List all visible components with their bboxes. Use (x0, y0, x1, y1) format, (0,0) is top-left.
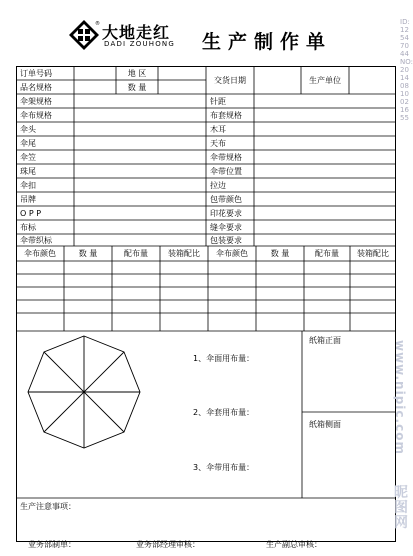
ratio-header-2: 装箱配比 (357, 249, 389, 258)
spec-bead-tail-label: 珠尾 (20, 167, 36, 176)
order-number-label: 订单号码 (20, 69, 52, 78)
spec-strap-spec-label: 伞带规格 (210, 153, 242, 162)
spec-tag-label: 吊牌 (20, 195, 36, 204)
spec-stitch-label: 针距 (210, 97, 226, 106)
fabric-header-1: 配布量 (124, 249, 148, 258)
spec-tail-label: 伞尾 (20, 139, 36, 148)
brand-logo-icon (68, 19, 100, 51)
spec-edge-label: 拉边 (210, 181, 226, 190)
spec-frame-label: 伞架规格 (20, 97, 52, 106)
quantity-label: 数 量 (127, 83, 147, 92)
delivery-date-label: 交货日期 (214, 76, 246, 85)
production-vp-signature: 生产副总审核： (266, 540, 322, 549)
qty-header-1: 数 量 (78, 249, 98, 258)
carton-front-label: 纸箱正面 (309, 336, 341, 345)
sales-preparer-signature: 业务部制单： (28, 540, 76, 549)
spec-cap-label: 伞笠 (20, 153, 36, 162)
spec-button-label: 伞扣 (20, 181, 36, 190)
spec-fabric-label: 伞布规格 (20, 111, 52, 120)
umbrella-diagram (28, 336, 140, 448)
spec-head-label: 伞头 (20, 125, 36, 134)
spec-sewing-label: 缝伞要求 (210, 223, 242, 232)
brand-name-cn: 大地走红 (102, 23, 171, 42)
spec-print-label: 印花要求 (210, 209, 242, 218)
sales-manager-signature: 业务部经理审核： (136, 540, 200, 549)
product-spec-label: 品名规格 (20, 83, 52, 92)
brand-name-en: DADI ZOUHONG (104, 40, 175, 48)
image-id-text: ID:12547044 NO:20140810021655 (400, 18, 413, 122)
watermark-brand: 昵图网 (394, 485, 408, 531)
canopy-fabric-usage: 1、伞面用布量： (193, 354, 255, 363)
color-header-1: 伞布颜色 (24, 249, 56, 258)
spec-opp-label: O P P (20, 209, 42, 218)
svg-text:®: ® (95, 21, 100, 27)
ratio-header-1: 装箱配比 (168, 249, 200, 258)
page-title: 生产制作单 (202, 31, 333, 53)
spec-ear-label: 木耳 (210, 125, 226, 134)
spec-cover-label: 布套规格 (210, 111, 242, 120)
spec-strap-position-label: 伞带位置 (210, 167, 242, 176)
fabric-header-2: 配布量 (315, 249, 339, 258)
spec-packing-label: 包装要求 (210, 236, 242, 245)
spec-cloth-label: 布标 (20, 223, 36, 232)
carton-side-label: 纸箱侧面 (309, 420, 341, 429)
spec-strap-label: 伞带织标 (20, 236, 52, 245)
production-unit-label: 生产单位 (309, 76, 341, 85)
production-notes-label: 生产注意事项： (20, 502, 76, 511)
region-label: 地 区 (127, 69, 147, 78)
spec-binding-color-label: 包带颜色 (210, 195, 242, 204)
watermark-url: www.nipic.com (393, 340, 407, 455)
spec-top-cloth-label: 天布 (210, 139, 226, 148)
color-header-2: 伞布颜色 (216, 249, 248, 258)
qty-header-2: 数 量 (270, 249, 290, 258)
sleeve-fabric-usage: 2、伞套用布量： (193, 408, 255, 417)
strap-fabric-usage: 3、伞带用布量： (193, 463, 255, 472)
